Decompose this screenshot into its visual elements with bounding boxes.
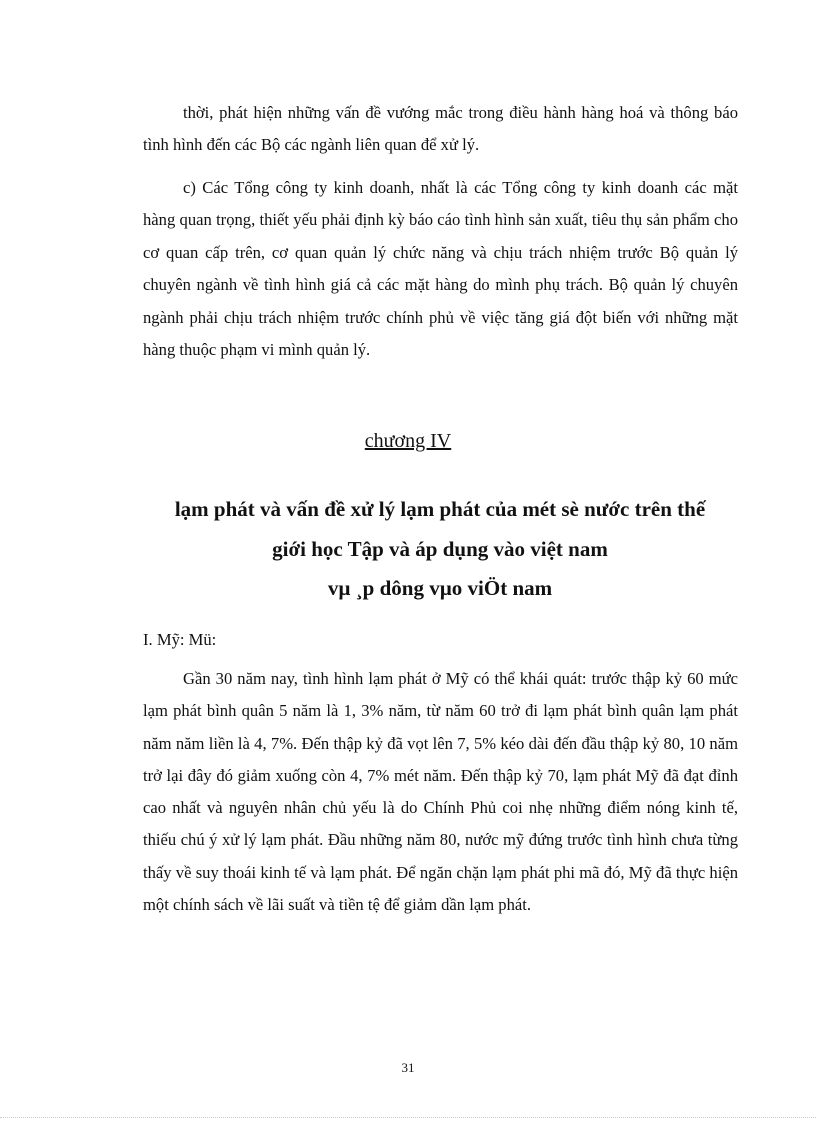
paragraph-continuation: thời, phát hiện những vấn đề vướng mắc trong điều hành hàng hoá và thông báo tình hình đến các Bộ các ngành liên quan để xử lý. (143, 103, 738, 155)
page-bottom-rule (0, 1117, 816, 1118)
chapter-title-line-3: vµ ¸p dông vµo viÖt nam (327, 576, 553, 600)
chapter-title-line-2: giới học Tập và áp dụng vào việt nam (272, 537, 608, 561)
chapter-title-line-1: lạm phát và vấn đề xử lý lạm phát của mét sè nước trên thế (174, 497, 706, 521)
page-number: 31 (401, 1060, 415, 1075)
chapter-label: chương IV (364, 430, 452, 452)
paragraph-item-c: c) Các Tổng công ty kinh doanh, nhất là các Tổng công ty kinh doanh các mặt hàng quan trọng, thiết yếu phải định kỳ báo cáo tình hình sản xuất, tiêu thụ sản phẩm cho cơ quan cấp trên, cơ quan quản lý chức năng và chịu trách nhiệm trước Bộ quản lý chuyên ngành về tình hình giá cả các mặt hàng do mình phụ trách. Bộ quản lý chuyên ngành phải chịu trách nhiệm trước chính phủ về việc tăng giá đột biến với những mặt hàng thuộc phạm vi mình quản lý. (143, 178, 738, 360)
section-heading: I. Mỹ: Mü: (143, 630, 217, 649)
paragraph-usa: Gần 30 năm nay, tình hình lạm phát ở Mỹ có thể khái quát: trước thập kỷ 60 mức lạm phát bình quân 5 năm là 1, 3% năm, từ năm 60 trở đi lạm phát bình quân lạm phát năm năm liền là 4, 7%. Đến thập kỷ đã vọt lên 7, 5% kéo dài đến đầu thập kỷ 80, 10 năm trở lại đây đó giảm xuống còn 4, 7% mét năm. Đến thập kỷ 70, lạm phát Mỹ đã đạt đỉnh cao nhất và nguyên nhân chủ yếu là do Chính Phủ coi nhẹ những điểm nóng kinh tế, thiếu chú ý xử lý lạm phát. Đầu những năm 80, nước mỹ đứng trước tình hình chưa từng thấy về suy thoái kinh tế và lạm phát. Để ngăn chặn lạm phát phi mã đó, Mỹ đã thực hiện một chính sách về lãi suất và tiền tệ để giảm dần lạm phát. (143, 669, 738, 915)
